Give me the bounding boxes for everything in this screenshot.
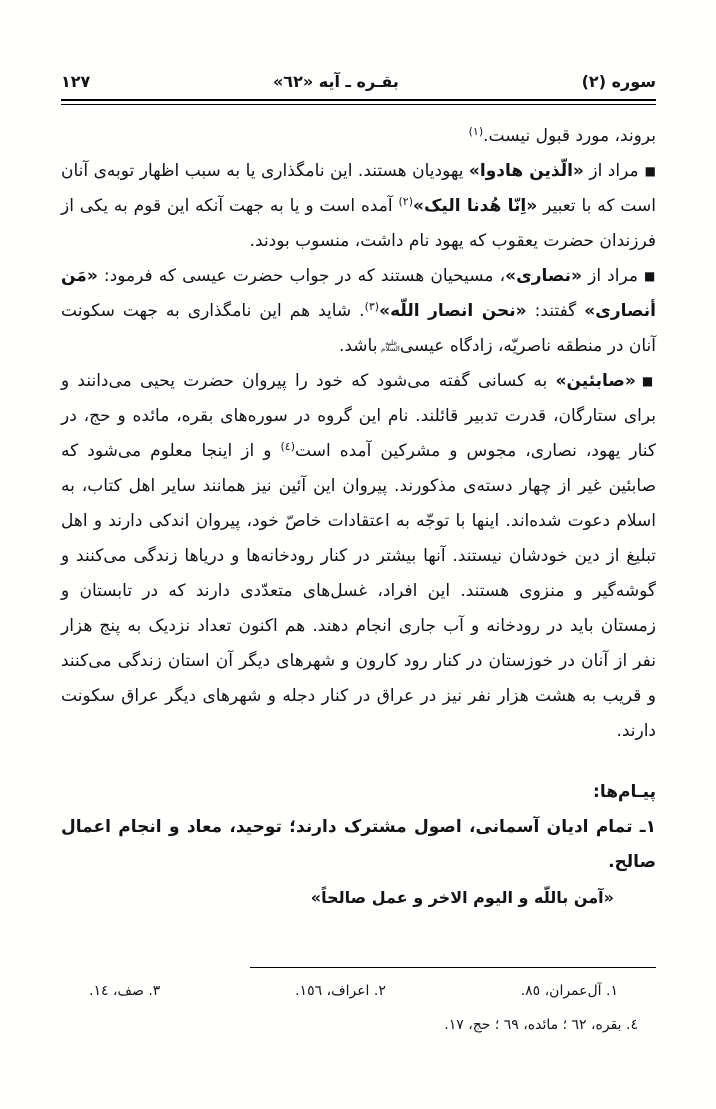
quran-quote: «مَن أنصاری» xyxy=(61,266,656,321)
footnote-3: ٣. صف، ١٤. xyxy=(89,983,161,999)
footnote-row-2 xyxy=(61,1002,656,1036)
quran-quote: «صابئین» xyxy=(555,371,636,391)
footnotes-section xyxy=(61,967,656,1036)
messages-heading: پیـام‌ها: xyxy=(593,782,656,802)
body-run: باشد. xyxy=(338,336,383,356)
square-bullet-icon: ■ xyxy=(641,374,656,388)
footnote-ref-2: (٢) xyxy=(398,195,413,208)
body-run: و از اینجا معلوم می‌شود که صابئین غیر از چهار دسته‌ی مذکورند. پیروان این آئین نیز همانند سایر اهل کتاب، به اسلام دعوت شده‌اند. اینها با توجّه به اعتقادات خاصّ خود، پیروان اندکی دارند و اهل تبلیغ از دین خودشان نیستند. آنها بیشتر در کنار رودخانه‌ها و دریاها زندگی می‌کنند و گوشه‌گیر و منزوی هستند. این افراد، غسل‌های متعدّدی دارند که در تابستان و زمستان باید در رودخانه و آب جاری انجام دهند. هم اکنون تعداد نزدیک به پنج هزار نفر از آنان در خوزستان در کنار رود کارون و شهرهای دیگر آن استان زندگی می‌کنند و قریب به هشت هزار نفر نیز در عراق در کنار دجله و شهرهای دیگر عراق سکونت دارند. xyxy=(61,441,656,741)
body-run: ، مسیحیان هستند که در جواب حضرت عیسی که فرمود: xyxy=(97,266,506,286)
messages-section xyxy=(61,775,656,915)
alayhis-salam-icon: علیه السلام xyxy=(380,339,400,353)
body-run: مراد از xyxy=(581,266,638,286)
message-verse: «آمن باللّه و الیوم الاخر و عمل صالحاً» xyxy=(310,888,614,907)
paragraph xyxy=(61,154,656,259)
quran-quote: «الّذین هادوا» xyxy=(468,161,584,181)
header-double-rule xyxy=(61,99,656,105)
footnote-ref-1: (١) xyxy=(468,125,484,138)
paragraph xyxy=(61,259,656,364)
body-run: بروند، مورد قبول نیست. xyxy=(483,126,656,146)
footnote-2: ٢. اعراف، ١٥٦. xyxy=(295,983,386,999)
body-run: گفتند: xyxy=(526,301,585,321)
square-bullet-icon: ■ xyxy=(644,164,656,178)
footnote-4: ٤. بقره، ٦٢ ؛ مائده، ٦٩ ؛ حج، ١٧. xyxy=(444,1017,638,1033)
header-page-number: ١٢٧ xyxy=(61,72,91,91)
body-run: به کسانی گفته می‌شود که خود را پیروان حضرت یحیی می‌دانند و برای ستارگان، قدرت تدبیر قائلند. نام این گروه در سوره‌های بقره، مائده و حج، در کنار یهود، نصاری، مجوس و مشرکین آمده است xyxy=(61,371,656,461)
body-run: یهودیان هستند. این نامگذاری یا به سبب اظهار توبه‌ی آنان است که با تعبیر xyxy=(61,161,656,216)
footnote-ref-4: (٤) xyxy=(280,440,296,453)
footnote-row xyxy=(61,968,656,1002)
footnote-1: ١. آل‌عمران، ٨٥. xyxy=(520,983,618,999)
quran-quote: «اِنّا هُدنا الیک» xyxy=(412,196,538,216)
message-item-1: ١ـ تمام ادیان آسمانی، اصول مشترک دارند؛ توحید، معاد و انجام اعمال صالح. xyxy=(61,817,656,872)
header-surah-label: سوره (٢) xyxy=(581,72,656,91)
quran-quote: «نصاری» xyxy=(505,266,582,286)
paragraph-continuation xyxy=(61,119,656,154)
page-header xyxy=(61,70,656,94)
square-bullet-icon: ■ xyxy=(643,269,656,283)
header-title: بقـره ـ آیه «٦٢» xyxy=(272,72,399,91)
body-run: آمده است و یا به جهت آنکه این قوم به یکی از فرزندان حضرت یعقوب که یهود نام داشت، منسوب بودند. xyxy=(61,196,656,251)
body-run: . شاید هم این نامگذاری به جهت سکونت آنان در منطقه ناصریّه، زادگاه عیسی xyxy=(61,301,656,356)
quran-quote: «نحن انصار اللّه» xyxy=(379,301,527,321)
body-run: مراد از xyxy=(583,161,639,181)
footnote-ref-3: (٣) xyxy=(364,300,380,313)
paragraph xyxy=(61,364,656,749)
commentary-body xyxy=(61,119,656,749)
